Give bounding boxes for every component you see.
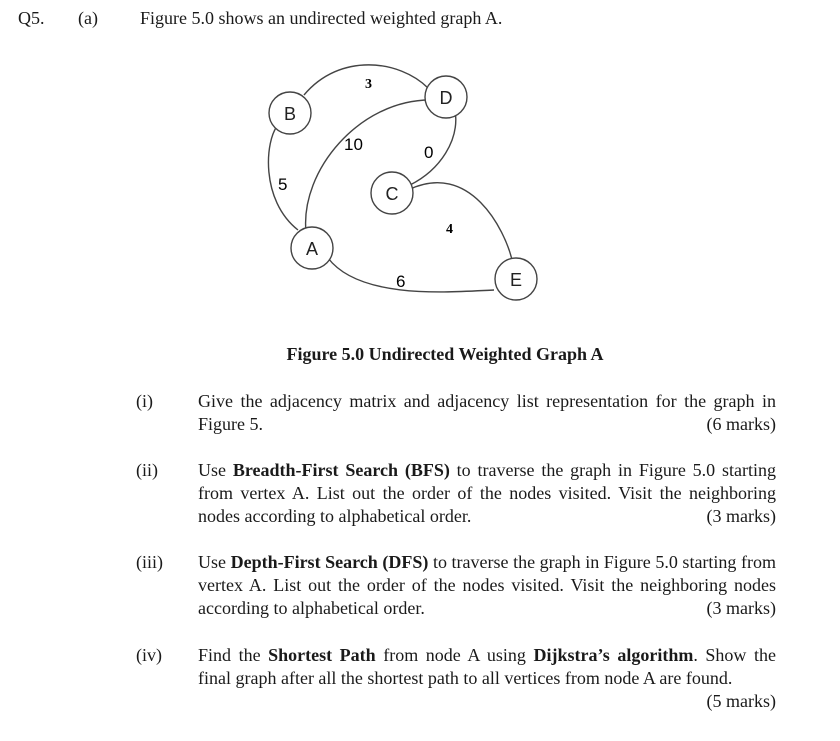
question-item-4 [136,644,776,713]
item-marks: (3 marks) [706,506,776,526]
weight-a-b: 5 [278,175,288,194]
item-number: (ii) [136,460,158,480]
item-number: (i) [136,391,153,411]
weighted-graph-figure [250,60,560,310]
item-marks: (5 marks) [706,691,776,711]
weight-a-d: 10 [344,135,363,154]
question-number: Q5. [18,8,45,28]
item-text: Give the adjacency matrix and adjacency list representation for the graph in Figure 5. (6 marks) [198,391,776,434]
edge-a-d [306,100,430,232]
item-text: Use Breadth-First Search (BFS) to traverse the graph in Figure 5.0 starting from vertex A. List out the order of the nodes visited. Visit the neighboring nodes according to alphabetical order. (3 marks) [198,460,776,526]
weight-b-d: 3 [365,77,372,92]
edge-a-e [328,258,494,292]
question-item-2 [136,459,776,528]
item-text: Find the Shortest Path from node A using Dijkstra’s algorithm. Show the final graph after all the shortest path to all vertices from node A are found. (5 marks) [198,645,776,711]
node-c-label: C [385,184,399,204]
figure-caption: Figure 5.0 Undirected Weighted Graph A [286,344,604,364]
weight-c-e: 4 [446,222,453,237]
question-item-1 [136,390,776,436]
item-marks: (3 marks) [706,598,776,618]
weight-a-e: 6 [396,272,406,291]
question-intro: Figure 5.0 shows an undirected weighted graph A. [140,8,503,28]
question-part: (a) [78,8,98,28]
node-a-label: A [305,239,319,259]
question-item-3 [136,551,776,620]
node-e-label: E [509,270,523,290]
node-b-label: B [283,104,297,124]
item-number: (iii) [136,552,163,572]
item-number: (iv) [136,645,162,665]
item-marks: (6 marks) [706,414,776,434]
item-text: Use Depth-First Search (DFS) to traverse the graph in Figure 5.0 starting from vertex A. List out the order of the nodes visited. Visit the neighboring nodes according to alphabetical order. (3 marks) [198,552,776,618]
node-d-label: D [439,88,453,108]
weight-c-d: 0 [424,143,434,162]
edge-c-e [408,183,512,260]
